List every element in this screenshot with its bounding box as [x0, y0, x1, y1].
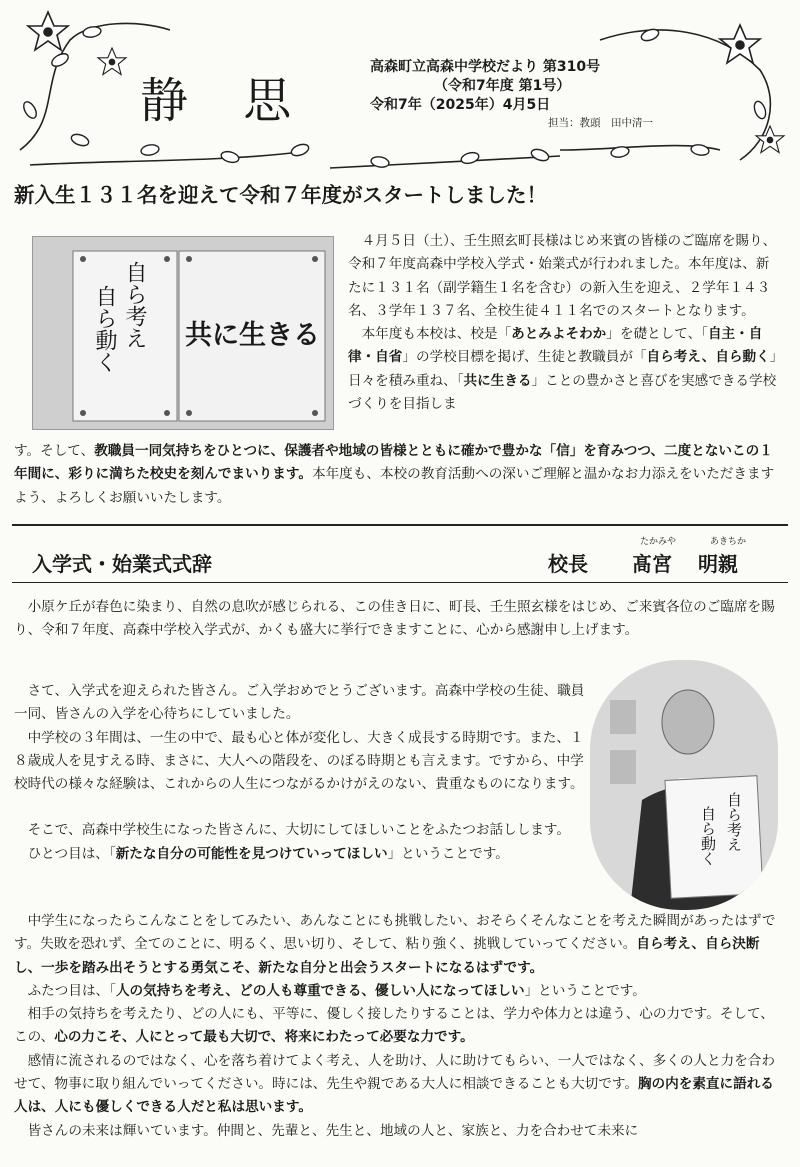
issue-number: 高森町立高森中学校だより 第310号: [370, 59, 601, 75]
editor-in-charge: 担当：教頭 田中清一: [548, 117, 653, 129]
speech-paragraph-9: 感情に流されるのではなく、心を落ち着けてよく考え、人を助け、人に助けてもらい、一人ではなく、多くの人と力を合わせて、物事に取り組んでいってください。時には、先生や親である大人に相談できることも大切です。胸の内を素直に語れる人は、人にも優しくできる人だと私は思います。: [14, 1052, 775, 1116]
board-callig-2: 自ら動く: [699, 806, 717, 866]
section-underline: [12, 582, 788, 583]
speech-paragraph-1: 小原ケ丘が春色に染まり、自然の息吹が感じられる、この佳き日に、町長、壬生照玄様をはじめ、ご来賓各位のご臨席を賜り、令和７年度、高森中学校入学式が、かくも盛大に挙行できますことに、心から感謝申し上げます。: [14, 599, 775, 639]
intro-paragraph-2: 本年度も本校は、校是「あとみよそわか」を礎として、「自主・自律・自省」の学校目標を掲げ、生徒と教職員が「自ら考え、自ら動く」日々を積み重ね、「共に生きる」ことの豊かさと喜びを実感できる学校づくりを目指しま: [348, 326, 777, 413]
principal-surname: 髙宮: [632, 552, 672, 576]
issue-fiscal-year: （令和7年度 第1号）: [434, 78, 571, 94]
speech-paragraph-5: ひとつ目は、「新たな自分の可能性を見つけていってほしい」ということです。: [14, 845, 509, 862]
given-name-reading: あきちか: [710, 537, 747, 547]
speech-paragraph-10: 皆さんの未来は輝いています。仲間と、先輩と、先生と、地域の人と、家族と、力を合わせて未来に: [14, 1122, 639, 1139]
surname-reading: たかみや: [640, 537, 677, 547]
intro-paragraph-3: す。そして、教職員一同気持ちをひとつに、保護者や地域の皆様とともに確かで豊かな「信」を育みつつ、二度とないこの１年間に、彩りに満ちた校史を刻んでまいります。本年度も、本校の教育活動への深いご理解と温かなお力添えをいただきますよう、よろしくお願いいたします。: [14, 443, 775, 506]
speech-opening: [14, 596, 784, 643]
lead-headline: 新入生１３１名を迎えて令和７年度がスタートしました！: [14, 183, 547, 207]
intro-text-full: [14, 440, 784, 510]
speech-paragraph-3: 中学校の３年間は、一生の中で、最も心と体が変化し、大きく成長する時期です。また、１８歳成人を見すえる時、まさに、大人への階段を、のぼる時期とも言えます。ですから、中学校時代の様々な経験は、これからの人生につながるかけがえのない、貴重なものになります。: [14, 729, 584, 793]
slogan-photo: [32, 236, 334, 430]
section-divider: [12, 524, 788, 526]
speech-paragraph-4: そこで、高森中学校生になった皆さんに、大切にしてほしいことをふたつお話しします。: [14, 822, 570, 839]
intro-paragraph-1: ４月５日（土）、壬生照玄町長様はじめ来賓の皆様のご臨席を賜り、令和７年度高森中学校入学式・始業式が行われました。本年度は、新たに１３１名（副学籍生１名を含む）の新入生を迎え、２学年１４３名、３学年１３７名、全校生徒４１１名でのスタートとなります。: [348, 233, 777, 319]
board-callig-1: 自ら考え: [725, 792, 743, 852]
speech-paragraph-7: ふたつ目は、「人の気持ちを考え、どの人も尊重できる、優しい人になってほしい」ということです。: [14, 982, 646, 999]
slogan-callig-3: 共に生きる: [185, 320, 320, 351]
slogan-callig-1: 自ら考え: [122, 261, 147, 349]
speech-paragraph-6: 中学生になったらこんなことをしてみたい、あんなことにも挑戦したい、おそらくそんなことを考えた瞬間があったはずです。失敗を恐れず、全てのことに、明るく、思い切り、そして、粘り強く、挑戦していってください。自ら考え、自ら決断し、一歩を踏み出そうとする勇気こそ、新たな自分と出会うスタートになるはずです。: [14, 913, 776, 976]
newsletter-title: 静 思: [140, 73, 312, 129]
issue-info: [370, 58, 600, 115]
intro-text-side: [348, 230, 780, 416]
section-title: 入学式・始業式式辞: [32, 552, 212, 576]
principal-given-name: 明親: [698, 552, 738, 576]
principal-figure: [590, 660, 778, 910]
speech-full-block: [14, 910, 784, 1143]
principal-role: 校長: [548, 552, 588, 576]
speech-paragraph-2: さて、入学式を迎えられた皆さん。ご入学おめでとうございます。高森中学校の生徒、職員一同、皆さんの入学を心待ちにしていました。: [14, 683, 585, 723]
slogan-callig-2: 自ら動く: [92, 285, 117, 373]
speech-narrow-block: [14, 680, 594, 866]
principal-photo: [590, 660, 778, 910]
masthead: [0, 0, 800, 175]
issue-date: 令和7年（2025年）4月5日: [370, 97, 551, 113]
speech-paragraph-8: 相手の気持ちを考えたり、どの人にも、平等に、優しく接したりすることは、学力や体力とは違う、心の力です。そして、この、心の力こそ、人にとって最も大切で、将来にわたって必要な力です。: [14, 1006, 774, 1046]
